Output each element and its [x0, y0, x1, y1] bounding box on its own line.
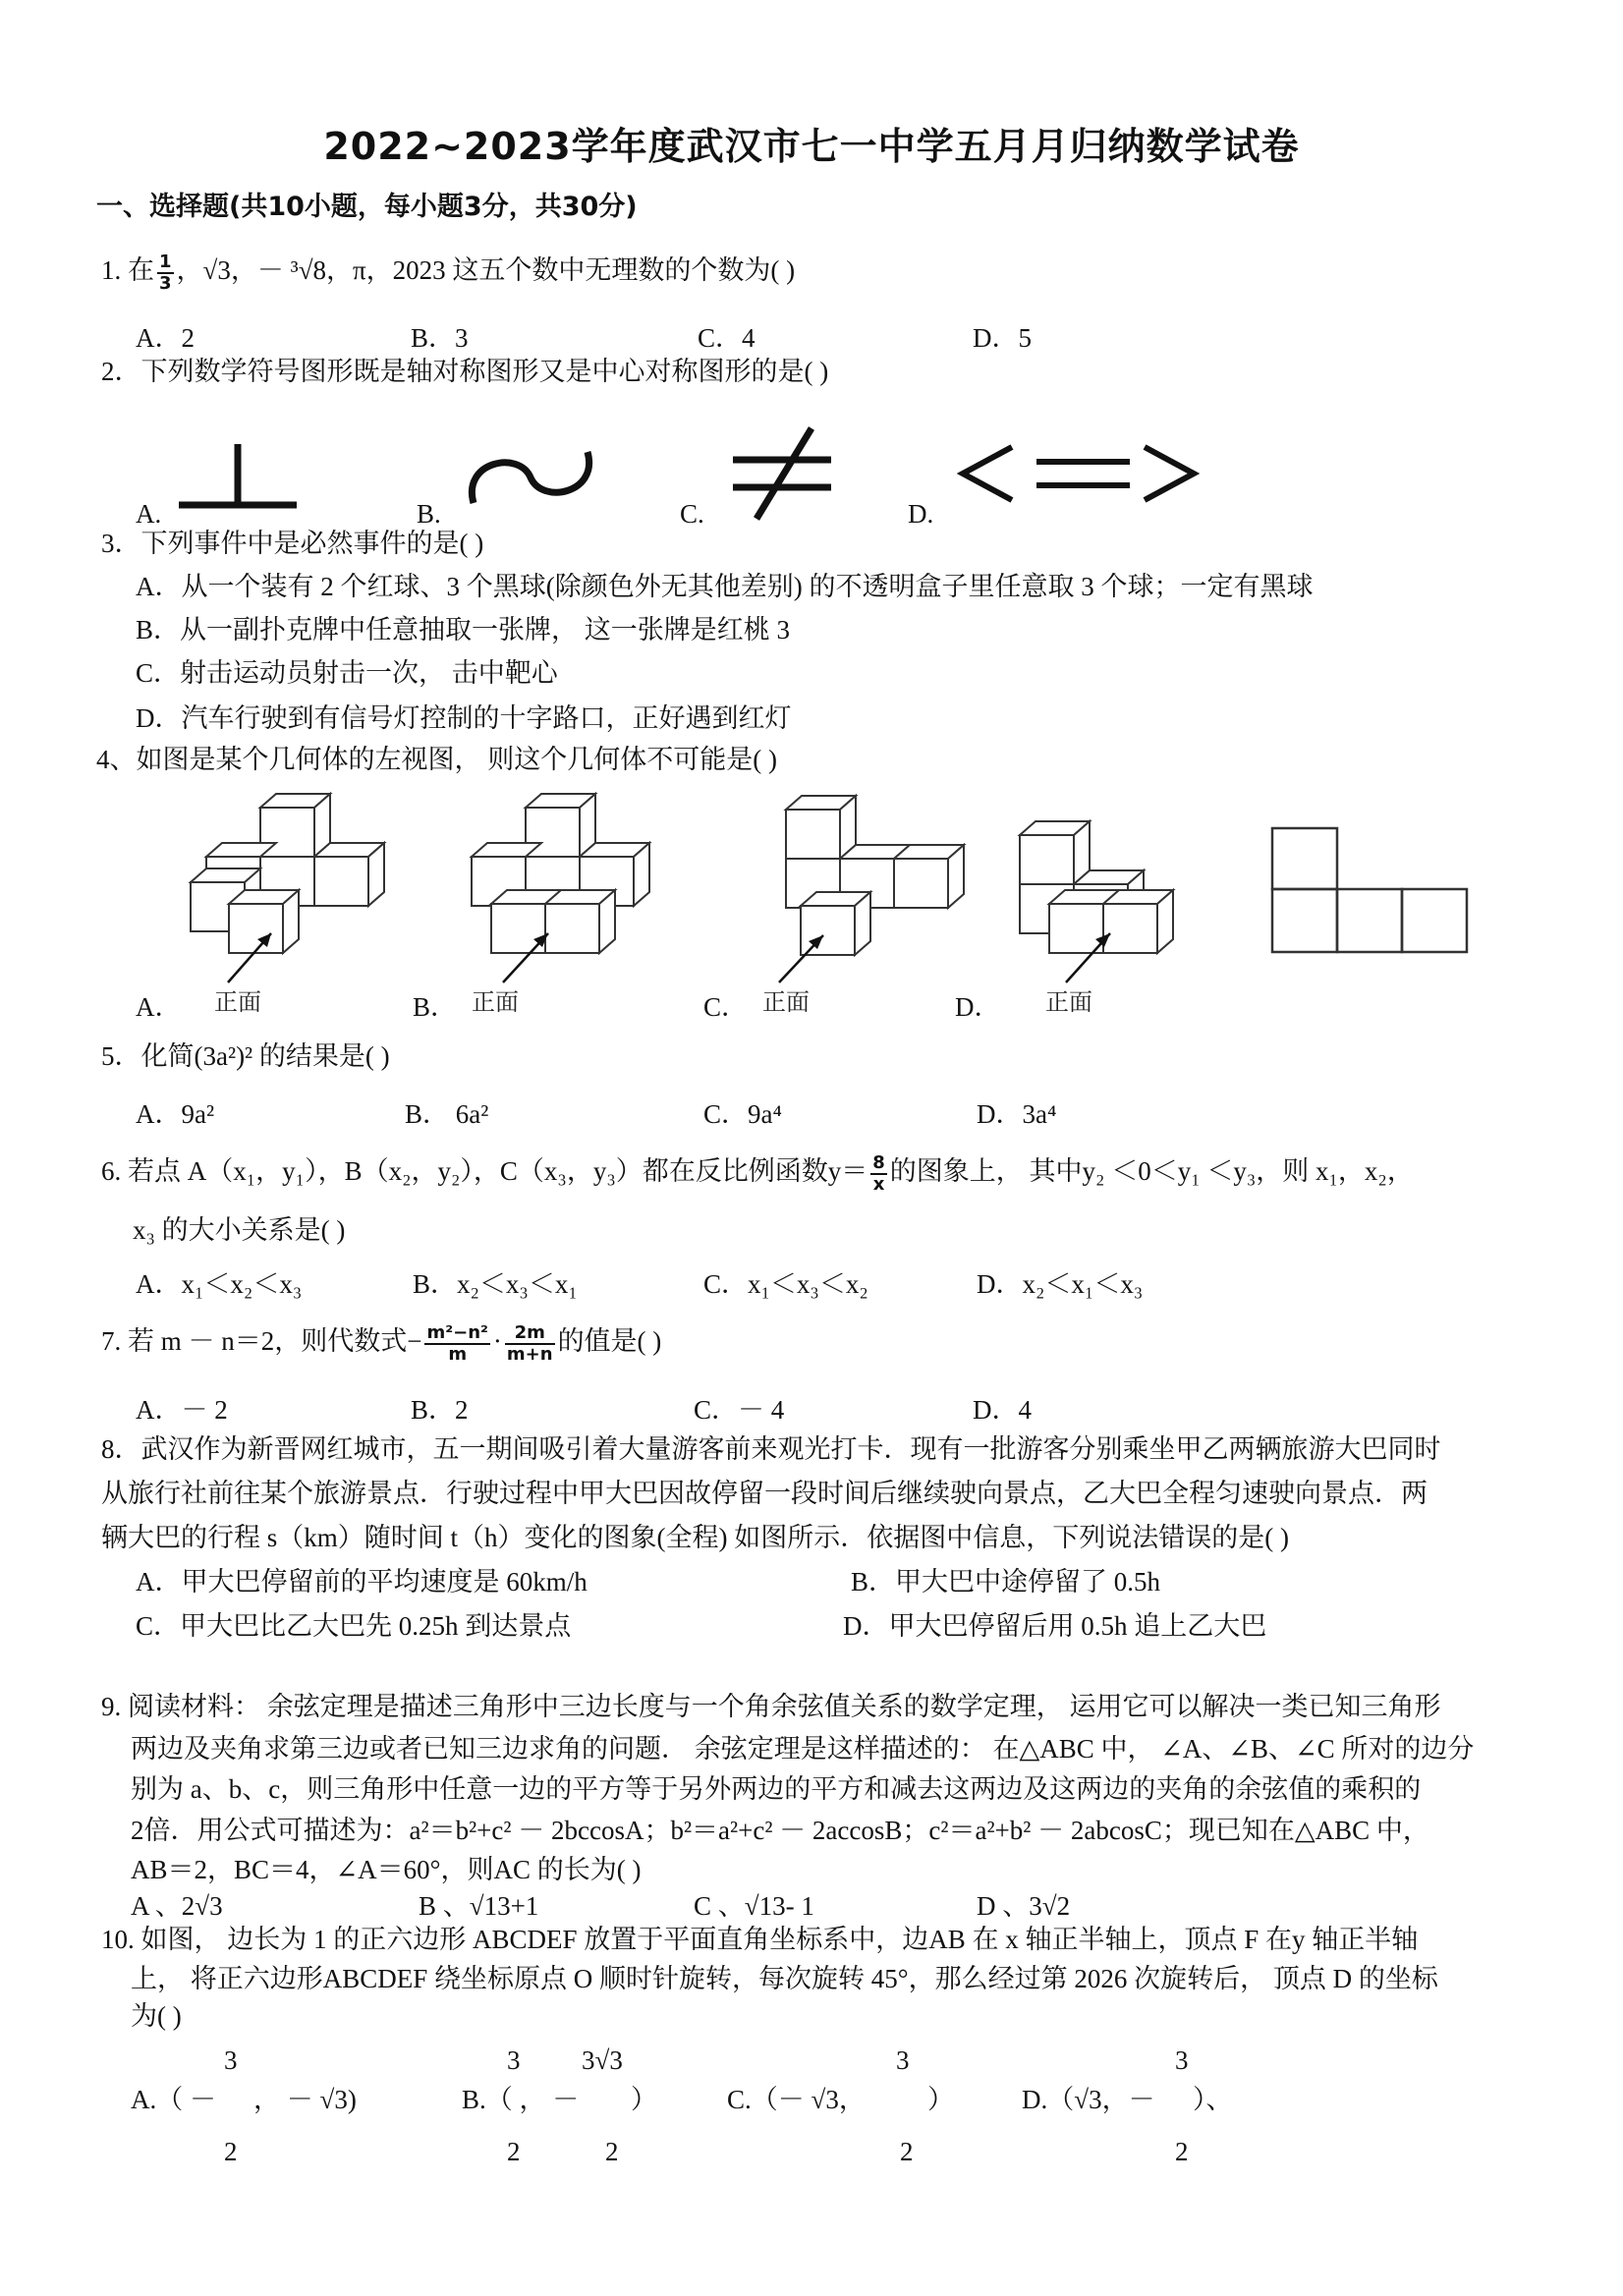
q7-stem-a: 7. 若 m － n＝2，则代数式−	[101, 1326, 422, 1356]
q9-option-a: A 、2√3	[131, 1891, 223, 1921]
q2-label-c: C.	[680, 499, 704, 529]
q10-option-c: C.（－ √3，	[727, 2085, 866, 2114]
q2-label-a: A.	[136, 499, 162, 529]
q10-d-num: 3	[1175, 2045, 1189, 2075]
q4-figure-d	[1020, 821, 1173, 953]
q8-option-a: A．甲大巴停留前的平均速度是 60km/h	[136, 1567, 588, 1596]
q7-frac1-num: m²−n²	[426, 1321, 488, 1343]
q7-stem-b: 的值是( )	[557, 1326, 662, 1356]
q10-line-2: 上， 将正六边形ABCDEF 绕坐标原点 O 顺时针旋转，每次旋转 45°，那么经过第 2026 次旋转后， 顶点 D 的坐标	[131, 1964, 1438, 1993]
q1-frac-num: 1	[159, 251, 172, 272]
q9-line-2: 两边及夹角求第三边或者已知三边求角的问题． 余弦定理是这样描述的： 在△ABC 中， ∠A、∠B、∠C 所对的边分	[131, 1734, 1475, 1764]
q1-option-d: D．5	[973, 323, 1032, 353]
q10-a-num: 3	[224, 2045, 238, 2075]
q8-line-2: 从旅行社前往某个旅游景点．行驶过程中甲大巴因故停留一段时间后继续驶向景点，乙大巴全程匀速驶向景点．两	[101, 1479, 1427, 1508]
q10-option-b-tail: ）	[631, 2085, 657, 2114]
q8-option-b: B．甲大巴中途停留了 0.5h	[851, 1567, 1161, 1596]
q10-a-den: 2	[224, 2137, 238, 2166]
q4-front-label-a: 正面	[214, 988, 261, 1016]
q6-option-d: D．x₂＜x₁＜x₃	[977, 1269, 1144, 1299]
q4-figure-b	[472, 794, 649, 953]
q6-option-b: B．x₂＜x₃＜x₁	[413, 1269, 578, 1299]
q10-option-b: B.（ ， －	[462, 2085, 580, 2114]
exam-title: 2022~2023学年度武汉市七一中学五月月归纳数学试卷	[323, 125, 1300, 168]
q7-dot: ·	[492, 1326, 502, 1356]
q5-option-c: C．9a⁴	[703, 1099, 782, 1129]
q10-b-num-2: 3√3	[582, 2045, 623, 2075]
q10-option-c-tail: ）	[927, 2085, 954, 2114]
q10-b-num-1: 3	[507, 2045, 521, 2075]
q6-frac-den: x	[872, 1173, 885, 1195]
q6-option-a: A．x₁＜x₂＜x₃	[136, 1269, 303, 1299]
q10-option-d: D.（√3，－	[1022, 2085, 1155, 2114]
q6-frac-num: 8	[872, 1151, 885, 1173]
q4-left-view	[1272, 828, 1467, 952]
q2-label-b: B.	[417, 499, 441, 529]
section-heading: 一、选择题(共10小题，每小题3分，共30分)	[96, 192, 638, 222]
q4-label-b: B．	[413, 992, 458, 1022]
q7-option-d: D．4	[973, 1395, 1032, 1425]
question-3: 3．下列事件中是必然事件的是( )	[101, 529, 484, 558]
q5-option-a: A．9a²	[136, 1099, 215, 1129]
q10-option-a-tail: ， － √3)	[253, 2085, 357, 2114]
q7-fraction-1	[424, 1323, 489, 1365]
q4-label-d: D．	[955, 992, 1001, 1022]
q1-stem-a: 1. 在	[101, 255, 154, 285]
q7-option-c: C．－ 4	[694, 1395, 785, 1425]
q4-figure-a	[191, 794, 384, 953]
q10-c-den: 2	[900, 2137, 914, 2166]
q9-option-d: D 、3√2	[977, 1891, 1071, 1921]
question-5: 5．化简(3a²)² 的结果是( )	[101, 1041, 390, 1071]
q1-option-b: B．3	[411, 323, 469, 353]
q5-option-b: B． 6a²	[405, 1099, 489, 1129]
q7-frac2-den: m+n	[506, 1343, 553, 1365]
question-6	[101, 1151, 1414, 1195]
question-2: 2．下列数学符号图形既是轴对称图形又是中心对称图形的是( )	[101, 357, 829, 386]
q6-fraction	[870, 1153, 887, 1195]
q2-label-d: D.	[908, 499, 934, 529]
q7-fraction-2	[505, 1323, 555, 1365]
q4-figures	[0, 0, 1623, 1041]
q8-option-c: C．甲大巴比乙大巴先 0.25h 到达景点	[136, 1611, 572, 1641]
q9-line-5: AB＝2，BC＝4，∠A＝60°，则AC 的长为( )	[131, 1855, 642, 1884]
q6-stem-continued: x₃ 的大小关系是( )	[133, 1215, 346, 1245]
q3-option-a: A．从一个装有 2 个红球、3 个黑球(除颜色外无其他差别) 的不透明盒子里任意取 3 个球；一定有黑球	[136, 572, 1314, 601]
q10-option-a: A.（ －	[131, 2085, 216, 2114]
q5-option-d: D．3a⁴	[977, 1099, 1057, 1129]
q10-option-d-tail: ）、	[1193, 2085, 1233, 2114]
q4-front-label-b: 正面	[472, 988, 519, 1016]
q3-option-c: C．射击运动员射击一次， 击中靶心	[136, 658, 558, 688]
q9-option-c: C 、√13- 1	[694, 1891, 814, 1921]
q4-label-c: C．	[703, 992, 749, 1022]
q10-line-3: 为( )	[131, 2001, 182, 2031]
q8-option-d: D．甲大巴停留后用 0.5h 追上乙大巴	[843, 1611, 1267, 1641]
q1-stem-b: ，√3，－ ³√8，π，2023 这五个数中无理数的个数为( )	[176, 255, 796, 285]
q1-option-c: C．4	[698, 323, 756, 353]
q9-line-1: 9. 阅读材料： 余弦定理是描述三角形中三边长度与一个角余弦值关系的数学定理， 运用它可以解决一类已知三角形	[101, 1692, 1441, 1721]
q4-front-label-c: 正面	[762, 988, 810, 1016]
question-4: 4、如图是某个几何体的左视图， 则这个几何体不可能是( )	[96, 745, 777, 774]
q9-line-3: 别为 a、b、c，则三角形中任意一边的平方等于另外两边的平方和减去这两边及这两边的夹角的余弦值的乘积的	[131, 1774, 1422, 1804]
q10-b-den-2: 2	[605, 2137, 619, 2166]
q8-line-3: 辆大巴的行程 s（km）随时间 t（h）变化的图象(全程) 如图所示．依据图中信息，下列说法错误的是( )	[101, 1523, 1289, 1552]
q1-option-a: A．2	[136, 323, 195, 353]
q7-option-a: A．－ 2	[136, 1395, 228, 1425]
q10-d-den: 2	[1175, 2137, 1189, 2166]
q10-line-1: 10. 如图， 边长为 1 的正六边形 ABCDEF 放置于平面直角坐标系中，边AB 在 x 轴正半轴上，顶点 F 在y 轴正半轴	[101, 1925, 1419, 1954]
q9-option-b: B 、√13+1	[419, 1891, 539, 1921]
q6-option-c: C．x₁＜x₃＜x₂	[703, 1269, 868, 1299]
q7-frac1-den: m	[448, 1343, 468, 1365]
q10-c-num: 3	[896, 2045, 910, 2075]
q6-stem-b: 的图象上， 其中y₂ ＜0＜y₁ ＜y₃，则 x₁，x₂，	[889, 1156, 1414, 1186]
q9-line-4: 2倍．用公式可描述为：a²＝b²+c² － 2bccosA；b²＝a²+c² － 2accosB；c²＝a²+b² － 2abcosC；现已知在△ABC 中，	[131, 1816, 1429, 1845]
q10-b-den-1: 2	[507, 2137, 521, 2166]
q7-option-b: B．2	[411, 1395, 469, 1425]
q1-frac-den: 3	[159, 272, 172, 294]
q3-option-b: B．从一副扑克牌中任意抽取一张牌， 这一张牌是红桃 3	[136, 615, 791, 644]
q8-line-1: 8．武汉作为新晋网红城市，五一期间吸引着大量游客前来观光打卡．现有一批游客分别乘坐甲乙两辆旅游大巴同时	[101, 1434, 1441, 1464]
q4-front-label-d: 正面	[1045, 988, 1092, 1016]
q3-option-d: D．汽车行驶到有信号灯控制的十字路口，正好遇到红灯	[136, 703, 792, 733]
question-7	[101, 1321, 661, 1365]
q4-label-a: A．	[136, 992, 182, 1022]
q6-stem-a: 6. 若点 A（x₁，y₁），B（x₂，y₂），C（x₃，y₃）都在反比例函数y＝	[101, 1156, 868, 1186]
q4-figure-c	[786, 796, 964, 955]
q7-frac2-num: 2m	[505, 1323, 555, 1345]
